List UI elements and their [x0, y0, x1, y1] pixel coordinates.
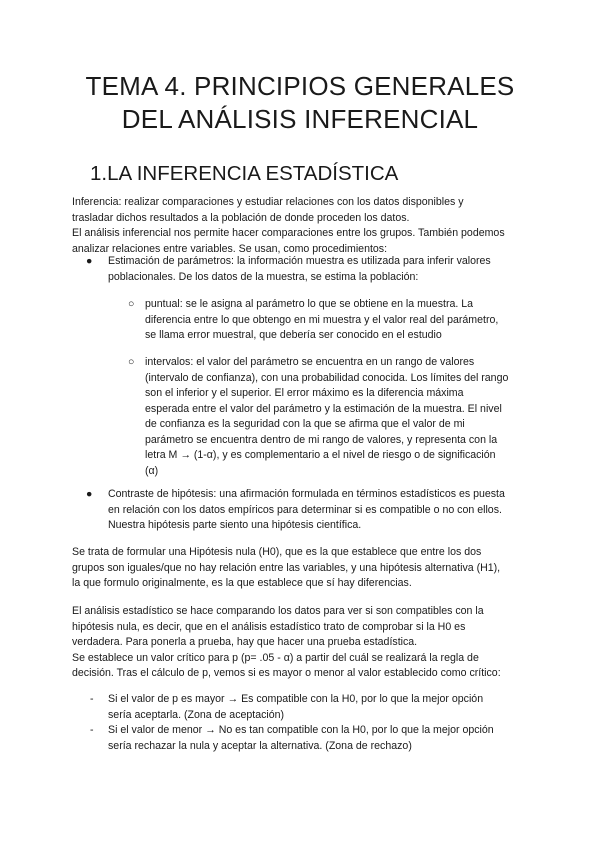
text-line: El análisis estadístico se hace comparando los datos para ver si son compatibles con la	[72, 605, 484, 617]
text-line: decisión. Tras el cálculo de p, vemos si es mayor o menor al valor establecido como crítico:	[72, 667, 501, 679]
text-line: verdadera. Para ponerla a prueba, hay que hacer una prueba estadística.	[72, 636, 418, 648]
text-line: parámetro se encuentra dentro de mi rango de valores, y representa con la	[145, 433, 498, 446]
text-line: letra M → (1-α), y es complementario a el nivel de riesgo o de significación	[145, 449, 496, 461]
text-line: poblacionales. De los datos de la muestra, se estima la población:	[108, 270, 419, 283]
text-line: analizar relaciones entre variables. Se usan, como procedimientos:	[72, 242, 388, 255]
analysis-paragraph	[72, 604, 532, 682]
text-line: diferencia entre lo que obtengo en mi muestra y el valor real del parámetro,	[145, 313, 499, 326]
text-line: El análisis inferencial nos permite hacer comparaciones entre los grupos. También podemos	[72, 227, 505, 239]
bullet-marker: ●	[86, 255, 93, 267]
sub-bullet-marker: ○	[128, 298, 135, 310]
text-line: Inferencia: realizar comparaciones y estudiar relaciones con los datos disponibles y	[72, 196, 464, 208]
text-line: (α)	[145, 464, 159, 477]
dash-marker: -	[90, 724, 94, 736]
section-heading: 1.LA INFERENCIA ESTADÍSTICA	[90, 162, 399, 185]
text-line: Si el valor de menor → No es tan compatible con la H0, por lo que la mejor opción	[108, 724, 494, 736]
text-line: Nuestra hipótesis parte siento una hipótesis científica.	[108, 519, 362, 531]
title-line: DEL ANÁLISIS INFERENCIAL	[121, 104, 479, 134]
text-line: de confianza es la seguridad con la que se afirma que el valor de mi	[145, 418, 465, 430]
hypothesis-paragraph	[72, 545, 532, 592]
text-line: Contraste de hipótesis: una afirmación formulada en términos estadísticos es puesta	[108, 488, 505, 500]
text-line: sería rechazar la nula y aceptar la alternativa. (Zona de rechazo)	[108, 739, 412, 752]
bullet-marker: ●	[86, 488, 93, 500]
text-line: hipótesis nula, es decir, que en el análisis estadístico trato de comprobar si la H0 es	[72, 620, 466, 633]
text-line: Se trata de formular una Hipótesis nula (H0), que es la que establece que entre los dos	[72, 546, 482, 558]
title-line: TEMA 4. PRINCIPIOS GENERALES	[85, 71, 515, 101]
sub-bullet-marker: ○	[128, 356, 135, 368]
dash-marker: -	[90, 693, 94, 705]
document-title	[40, 70, 560, 136]
text-line: Si el valor de p es mayor → Es compatible con la H0, por lo que la mejor opción	[108, 693, 484, 705]
text-line: la que formulo originalmente, es la que establece que sí hay diferencias.	[72, 577, 412, 589]
text-line: sería aceptarla. (Zona de aceptación)	[108, 708, 285, 721]
text-line: grupos son iguales/que no hay relación entre las variables, y una hipótesis alternativa (H1),	[72, 561, 501, 574]
text-line: (intervalo de confianza), con una probabilidad conocida. Los límites del rango	[145, 371, 509, 384]
text-line: Estimación de parámetros: la información muestra es utilizada para inferir valores	[108, 255, 491, 267]
text-line: esperada entre el valor del parámetro y la estimación de la muestra. El nivel	[145, 402, 502, 415]
text-line: Se establece un valor crítico para p (p= .05 - α) a partir del cuál se realizará la regla de	[72, 651, 479, 664]
text-line: puntual: se le asigna al parámetro lo que se obtiene en la muestra. La	[145, 298, 474, 310]
text-line: intervalos: el valor del parámetro se encuentra en un rango de valores	[145, 356, 475, 368]
text-line: son el inferior y el superior. El error máximo es la diferencia máxima	[145, 387, 464, 399]
text-line: trasladar dichos resultados a la población de donde proceden los datos.	[72, 211, 410, 224]
text-line: se llama error muestral, que debería ser conocido en el estudio	[145, 329, 442, 341]
text-line: en relación con los datos empíricos para determinar si es compatible o no con ellos.	[108, 503, 502, 516]
intro-paragraph	[72, 195, 532, 257]
